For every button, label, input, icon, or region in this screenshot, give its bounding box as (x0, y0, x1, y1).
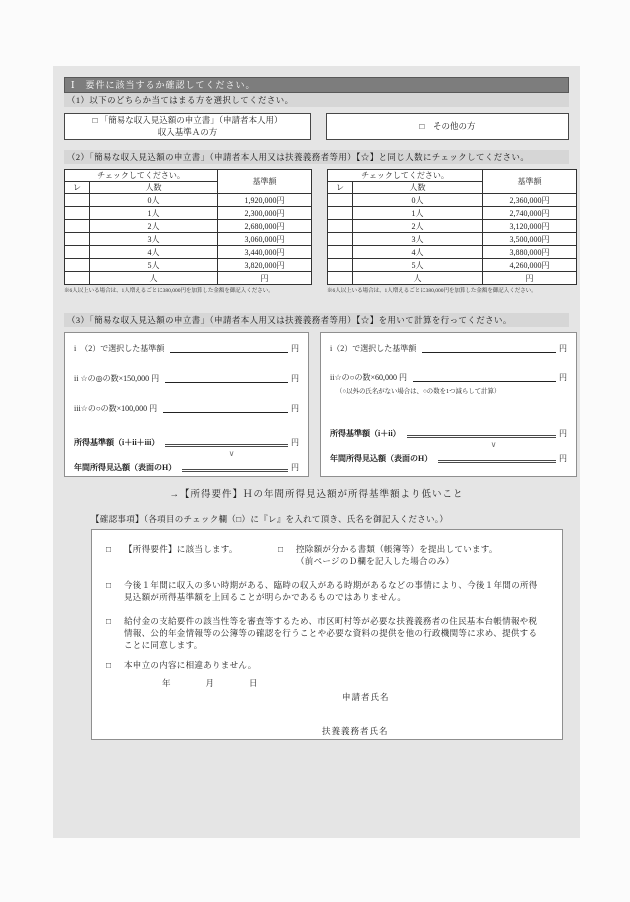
count-cell: 5人 (90, 259, 218, 272)
amount-cell: 2,360,000円 (483, 194, 577, 207)
calc-line-ii (330, 371, 567, 383)
calc-box-dependent (320, 332, 577, 477)
checkbox-icon[interactable]: □ (278, 544, 284, 554)
check-cell[interactable] (328, 272, 353, 285)
amount-cell-writein[interactable]: 円 (218, 272, 312, 285)
check-cell[interactable] (65, 246, 90, 259)
amount-input-line[interactable] (165, 372, 288, 383)
section2-tables (64, 169, 577, 294)
section3-title: （3）「簡易な収入見込額の申立書」（申請者本人用又は扶養義務者等用）【☆】を用いて計算を行ってください。 (67, 315, 512, 325)
amount-cell: 4,260,000円 (483, 259, 577, 272)
calc-line-i (330, 342, 567, 354)
yen-label: 円 (559, 373, 567, 382)
amount-input-line[interactable] (438, 450, 556, 463)
amount-cell: 1,920,000円 (218, 194, 312, 207)
check-cell[interactable] (328, 194, 353, 207)
check-cell[interactable] (65, 272, 90, 285)
section2-bar (64, 150, 569, 164)
total-label: 年間所得見込額（表面のH） (330, 454, 433, 463)
base-amount-header: 基準額 (218, 170, 312, 194)
table-row (65, 246, 312, 259)
count-cell-writein[interactable]: 人 (90, 272, 218, 285)
amount-input-line[interactable] (170, 342, 288, 353)
option-other[interactable] (326, 113, 569, 140)
checkbox-icon[interactable]: □ (106, 580, 112, 590)
table-row (328, 259, 577, 272)
calc-label-iii: iii☆の○の数×100,000 円 (74, 404, 158, 413)
checkbox-icon[interactable]: □ (106, 660, 112, 670)
check-cell[interactable] (65, 220, 90, 233)
mark-header: レ (328, 182, 353, 194)
checkbox-icon[interactable]: □ (106, 544, 112, 554)
applicant-name-field[interactable]: 申請者氏名 (342, 692, 390, 702)
calc-note: （○以外の氏名がない場合は、○の数を1つ減らして計算） (336, 388, 501, 395)
date-field[interactable]: 年 月 日 (162, 678, 264, 688)
amount-cell: 3,120,000円 (483, 220, 577, 233)
calc-line-subtotal (330, 425, 567, 439)
amount-input-line[interactable] (163, 402, 288, 413)
amount-cell: 3,880,000円 (483, 246, 577, 259)
table-row (65, 194, 312, 207)
yen-label: 円 (291, 404, 299, 413)
check-cell[interactable] (328, 246, 353, 259)
table-row (328, 246, 577, 259)
count-cell: 4人 (353, 246, 483, 259)
income-requirement-note: →【所得要件】Ｈの年間所得見込額が所得基準額より低いこと (169, 490, 464, 500)
amount-cell: 2,740,000円 (483, 207, 577, 220)
calc-line-iii (74, 402, 299, 414)
check-instruction-header: チェックしてください。 (65, 170, 218, 182)
confirm-title: 【確認事項】（各項目のチェック欄（□）に『レ』を入れて頂き、氏名を御記入ください。） (91, 514, 449, 524)
yen-label: 円 (291, 463, 299, 472)
count-cell: 3人 (353, 233, 483, 246)
table-row (328, 233, 577, 246)
amount-cell: 3,500,000円 (483, 233, 577, 246)
section-header-title: Ⅰ 要件に該当するか確認してください。 (71, 80, 256, 90)
section1-options (64, 113, 569, 140)
count-cell: 2人 (90, 220, 218, 233)
calc-line-i (74, 342, 299, 354)
table-row (65, 207, 312, 220)
check-cell[interactable] (328, 259, 353, 272)
table-row (65, 220, 312, 233)
yen-label: 円 (559, 429, 567, 438)
confirm-item-4 (106, 659, 546, 671)
yen-label: 円 (291, 374, 299, 383)
amount-input-line[interactable] (413, 371, 556, 382)
count-cell: 1人 (353, 207, 483, 220)
table-row (328, 220, 577, 233)
confirm-item-1 (106, 543, 546, 567)
confirm-item-2-label: 今後１年間に収入の多い時期がある、臨時の収入がある時期があるなどの事情により、今後１年間の所得見込額が所得基準額を上回ることが明らかであるものではありません。 (124, 580, 538, 602)
confirm-item-2 (106, 579, 546, 603)
check-cell[interactable] (65, 233, 90, 246)
table-footnote: ※6人以上いる場合は、1人増えるごとに380,000円を加算した金額を御記入ください。 (64, 288, 274, 294)
count-header: 人数 (353, 182, 483, 194)
confirm-item-1b-label: 控除額が分かる書類（帳簿等）を提出しています。 (296, 544, 498, 554)
check-cell[interactable] (65, 207, 90, 220)
calc-label-ii: ii☆の○の数×60,000 円 (330, 373, 407, 382)
check-cell[interactable] (65, 194, 90, 207)
calc-label-i: i（2）で選択した基準額 (330, 344, 417, 353)
section-header-requirements (64, 77, 569, 93)
amount-cell: 3,820,000円 (218, 259, 312, 272)
check-cell[interactable] (328, 233, 353, 246)
section3-bar (64, 313, 569, 327)
calc-line-total (74, 459, 299, 473)
count-cell: 3人 (90, 233, 218, 246)
calc-line-total (330, 450, 567, 464)
less-than-icon: ∨ (490, 440, 497, 449)
table-row (328, 207, 577, 220)
base-amount-table-right (327, 169, 577, 294)
yen-label: 円 (291, 438, 299, 447)
count-cell: 0人 (353, 194, 483, 207)
base-amount-table-left (64, 169, 312, 294)
calc-label-ii: ii ☆の◎の数×150,000 円 (74, 374, 160, 383)
count-cell: 5人 (353, 259, 483, 272)
count-cell-writein[interactable]: 人 (353, 272, 483, 285)
calc-label-i: i （2）で選択した基準額 (74, 344, 165, 353)
amount-input-line[interactable] (422, 342, 556, 353)
subtotal-label: 所得基準額（i＋ii＋iii） (74, 438, 160, 447)
base-amount-header: 基準額 (483, 170, 577, 194)
section3-calc-boxes (64, 332, 577, 477)
count-cell: 2人 (353, 220, 483, 233)
section1-title: （1）以下のどちらか当てはまる方を選択してください。 (67, 95, 294, 105)
calc-line-subtotal (74, 434, 299, 448)
check-cell[interactable] (328, 220, 353, 233)
option-a-line2: 収入基準Ａの方 (157, 126, 218, 137)
confirm-item-3 (106, 615, 546, 651)
yen-label: 円 (559, 344, 567, 353)
form-panel (53, 66, 580, 838)
mark-header: レ (65, 182, 90, 194)
section2-title: （2）「簡易な収入見込額の申立書」（申請者本人用又は扶養義務者等用）【☆】と同じ人数にチェックしてください。 (67, 152, 530, 162)
table-row (328, 272, 577, 285)
table-row (65, 233, 312, 246)
confirm-item-1b-note: （前ページのＤ欄を記入した場合のみ） (296, 556, 455, 566)
yen-label: 円 (291, 344, 299, 353)
yen-label: 円 (559, 454, 567, 463)
check-instruction-header: チェックしてください。 (328, 170, 483, 182)
amount-cell: 3,060,000円 (218, 233, 312, 246)
count-cell: 1人 (90, 207, 218, 220)
amount-input-line[interactable] (407, 425, 556, 438)
option-b-label: □ その他の方 (419, 120, 476, 131)
checkbox-icon[interactable]: □ (106, 616, 112, 626)
amount-cell: 2,680,000円 (218, 220, 312, 233)
option-simple-income-declaration[interactable] (64, 113, 311, 140)
calc-box-applicant (64, 332, 309, 477)
confirm-box (91, 529, 563, 740)
amount-cell: 3,440,000円 (218, 246, 312, 259)
subtotal-label: 所得基準額（i＋ii） (330, 429, 401, 438)
table-row (328, 194, 577, 207)
check-cell[interactable] (65, 259, 90, 272)
option-a-line1: □ 「簡易な収入見込額の申立書」（申請者本人用） (92, 115, 283, 125)
count-cell: 0人 (90, 194, 218, 207)
amount-cell-writein[interactable]: 円 (483, 272, 577, 285)
count-header: 人数 (90, 182, 218, 194)
amount-input-line[interactable] (165, 434, 288, 447)
amount-cell: 2,300,000円 (218, 207, 312, 220)
table-footnote: ※6人以上いる場合は、1人増えるごとに380,000円を加算した金額を御記入ください。 (327, 288, 537, 294)
confirm-item-3-label: 給付金の支給要件の該当性等を審査等するため、市区町村等が必要な扶養義務者の住民基本台帳情報や税情報、公的年金情報等の公簿等の確認を行うことや必要な資料の提供を他の行政機関等に求め、提供することに同意します。 (124, 616, 538, 650)
table-row (65, 259, 312, 272)
section1-bar (64, 93, 569, 107)
count-cell: 4人 (90, 246, 218, 259)
less-than-icon: ∨ (228, 449, 235, 458)
calc-line-ii (74, 372, 299, 384)
dependent-name-field[interactable]: 扶養義務者氏名 (322, 726, 389, 736)
confirm-item-1a-label: 【所得要件】に該当します。 (124, 544, 238, 554)
confirm-item-4-label: 本申立の内容に相違ありません。 (124, 660, 257, 670)
table-row (65, 272, 312, 285)
amount-input-line[interactable] (182, 459, 288, 472)
total-label: 年間所得見込額（表面のH） (74, 463, 177, 472)
check-cell[interactable] (328, 207, 353, 220)
